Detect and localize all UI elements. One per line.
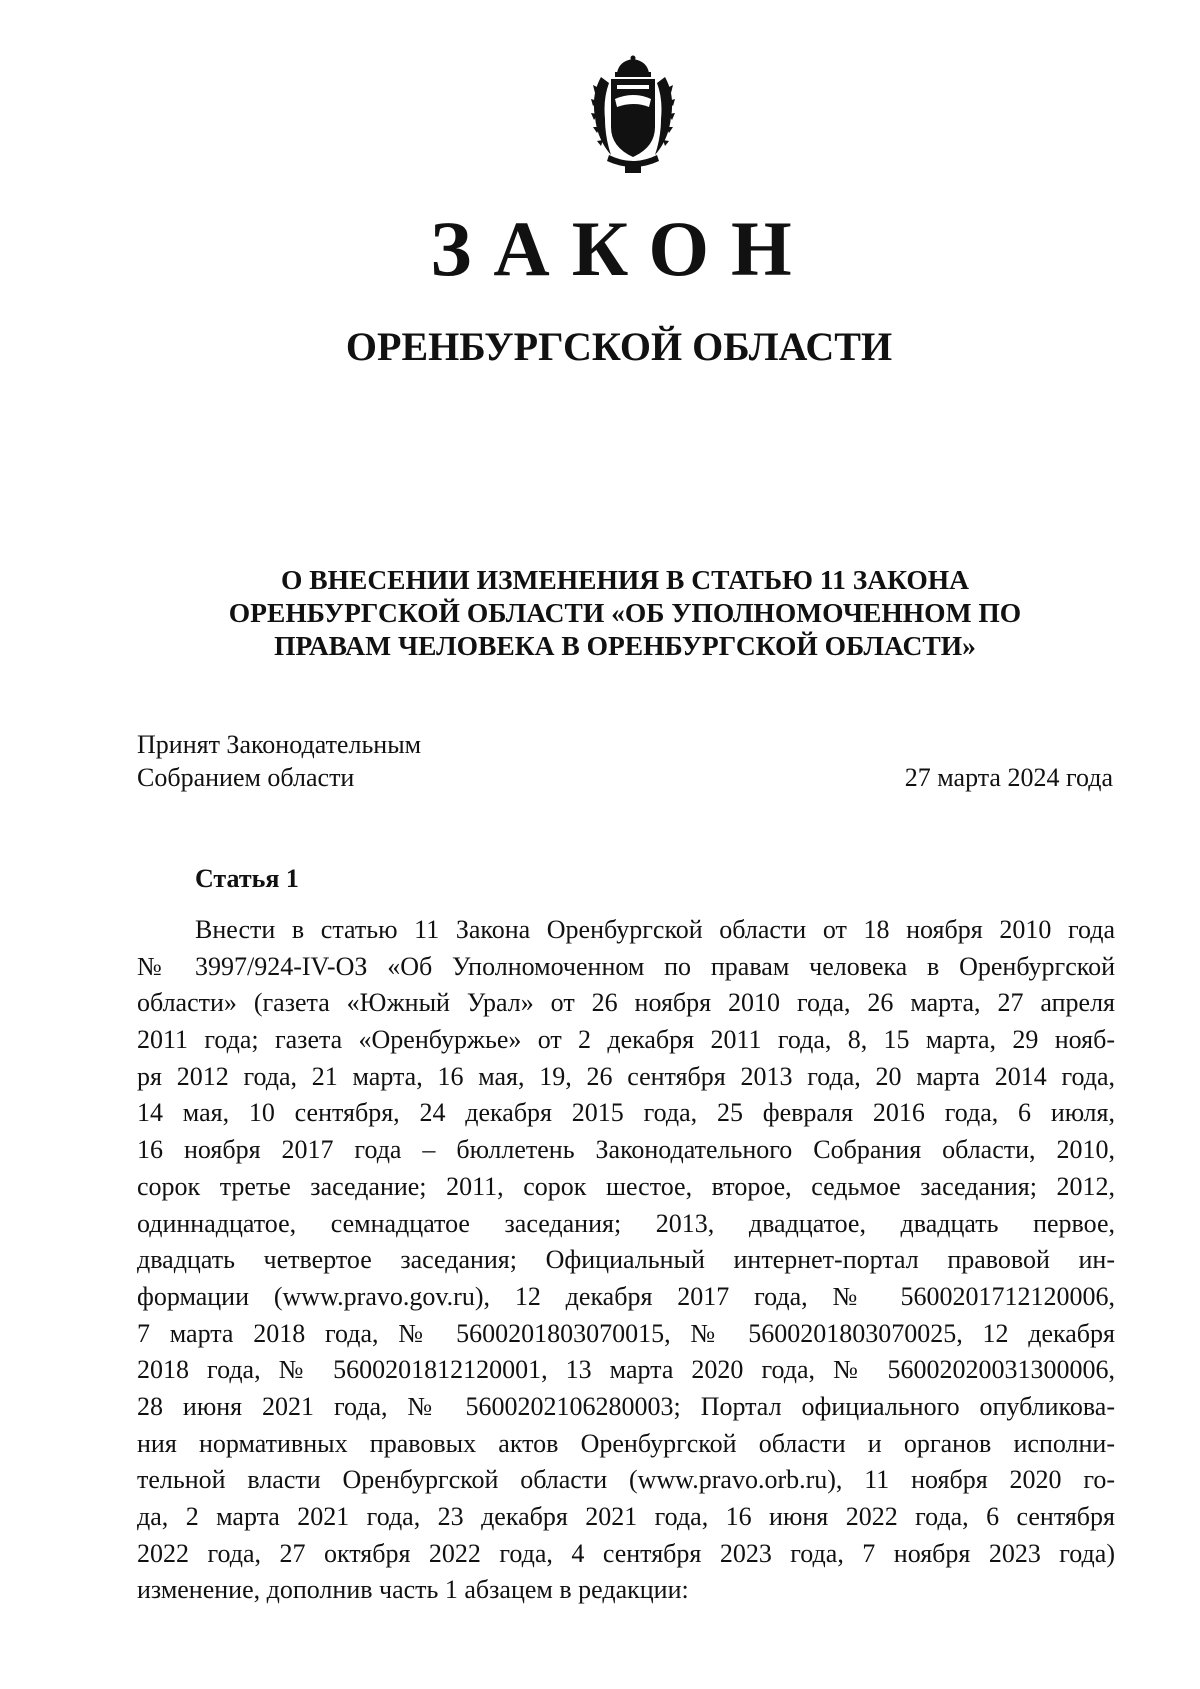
body-line: ря 2012 года, 21 марта, 16 мая, 19, 26 сентября 2013 года, 20 марта 2014 года, [137,1061,1115,1091]
body-line: 14 мая, 10 сентября, 24 декабря 2015 года, 25 февраля 2016 года, 6 июля, [137,1098,1115,1128]
article-body [137,912,1115,1609]
body-line: изменение, дополнив часть 1 абзацем в редакции: [137,1575,689,1605]
document-title: ЗАКОН [430,205,814,292]
adoption-line: Собранием области [137,763,355,792]
adoption-date: 27 марта 2024 года [904,763,1113,792]
article-title: Статья 1 [195,864,299,893]
heading-line: О ВНЕСЕНИИ ИЗМЕНЕНИЯ В СТАТЬЮ 11 ЗАКОНА [280,564,970,595]
body-line: 2022 года, 27 октября 2022 года, 4 сентября 2023 года, 7 ноября 2023 года) [137,1538,1115,1568]
body-line: 7 марта 2018 года, № 5600201803070015, № 5600201803070025, 12 декабря [137,1318,1115,1348]
law-heading [140,563,1110,662]
body-line: сорок третье заседание; 2011, сорок шестое, второе, седьмое заседания; 2012, [137,1171,1115,1201]
body-line: 2018 года, № 5600201812120001, 13 марта 2020 года, № 56002020031300006, [137,1355,1115,1385]
body-line: № 3997/924-IV-ОЗ «Об Уполномоченном по правам человека в Оренбургской [137,951,1115,981]
body-line: одиннадцатое, семнадцатое заседания; 2013, двадцатое, двадцать первое, [137,1208,1115,1238]
adoption-note [137,728,421,794]
body-line: 2011 года; газета «Оренбуржье» от 2 декабря 2011 года, 8, 15 марта, 29 нояб- [137,1025,1115,1055]
adoption-line: Принят Законодательным [137,730,422,759]
body-line: ния нормативных правовых актов Оренбургской области и органов исполни- [137,1428,1115,1458]
body-line: Внести в статью 11 Закона Оренбургской области от 18 ноября 2010 года [195,915,1115,944]
body-line: двадцать четвертое заседания; Официальный интернет-портал правовой ин- [137,1245,1115,1275]
body-line: области» (газета «Южный Урал» от 26 ноября 2010 года, 26 марта, 27 апреля [137,988,1115,1018]
heading-line: ОРЕНБУРГСКОЙ ОБЛАСТИ «ОБ УПОЛНОМОЧЕННОМ ПО [228,597,1022,628]
body-line: формации (www.pravo.gov.ru), 12 декабря 2017 года, № 5600201712120006, [137,1281,1115,1311]
document-subtitle: ОРЕНБУРГСКОЙ ОБЛАСТИ [345,324,893,369]
body-line: да, 2 марта 2021 года, 23 декабря 2021 года, 16 июня 2022 года, 6 сентября [137,1502,1115,1531]
body-line: тельной власти Оренбургской области (www.pravo.orb.ru), 11 ноября 2020 го- [137,1465,1115,1495]
heading-line: ПРАВАМ ЧЕЛОВЕКА В ОРЕНБУРГСКОЙ ОБЛАСТИ» [274,630,976,661]
coat-of-arms-icon [587,55,679,175]
body-line: 16 ноября 2017 года – бюллетень Законодательного Собрания области, 2010, [137,1135,1115,1165]
body-line: 28 июня 2021 года, № 5600202106280003; Портал официального опубликова- [137,1391,1115,1421]
